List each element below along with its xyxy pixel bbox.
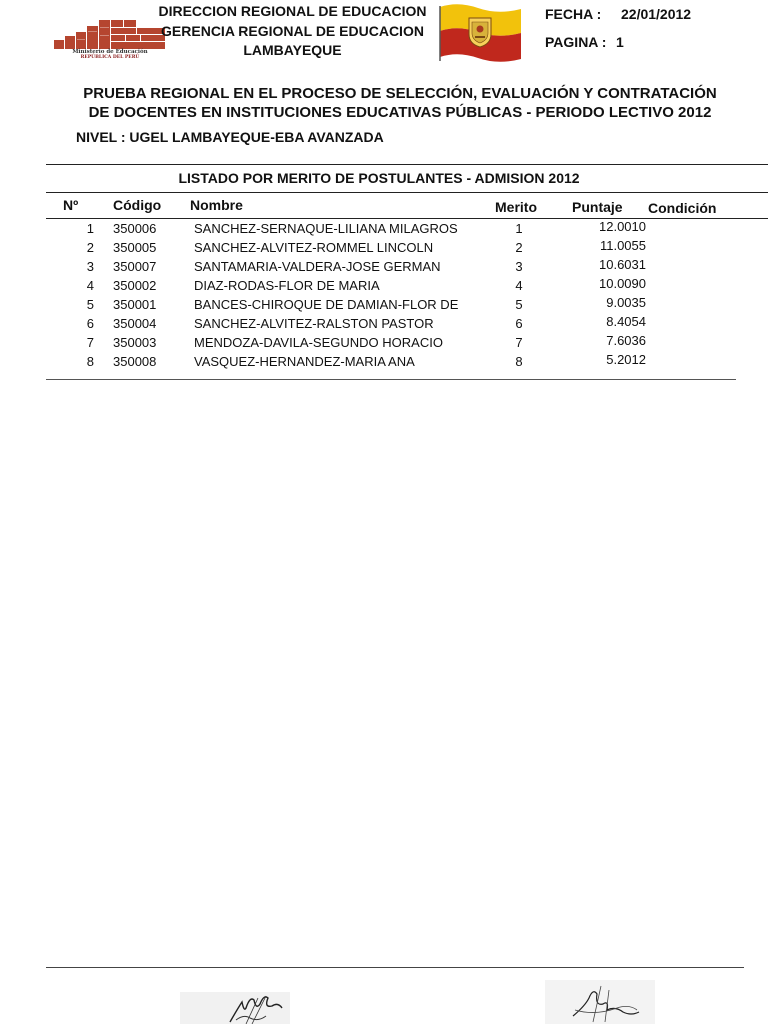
title-line-1: PRUEBA REGIONAL EN EL PROCESO DE SELECCIÓN, EVALUACIÓN Y CONTRATACIÓN [83, 85, 717, 102]
cell-puntaje: 12.0010 [599, 219, 646, 234]
title-line-2: DE DOCENTES EN INSTITUCIONES EDUCATIVAS PÚBLICAS - PERIODO LECTIVO 2012 [88, 104, 712, 121]
cell-puntaje: 11.0055 [599, 238, 646, 253]
cell-merito: 2 [515, 240, 523, 255]
cell-no: 7 [86, 335, 94, 350]
cell-puntaje: 10.0090 [599, 276, 646, 291]
cell-codigo: 350002 [113, 278, 157, 293]
cell-merito: 5 [515, 297, 523, 312]
logo-caption-line2: REPÚBLICA DEL PERÚ [80, 55, 140, 60]
table-row [0, 314, 768, 333]
cell-no: 8 [86, 354, 94, 369]
nivel-line: NIVEL : UGEL LAMBAYEQUE-EBA AVANZADA [76, 129, 384, 145]
cell-puntaje: 10.6031 [599, 257, 646, 272]
table-row [0, 257, 768, 276]
cell-no: 3 [86, 259, 94, 274]
cell-merito: 4 [515, 278, 523, 293]
pagina-label: PAGINA : [545, 34, 607, 50]
cell-codigo: 350004 [113, 316, 157, 331]
cell-codigo: 350007 [113, 259, 157, 274]
cell-merito: 1 [515, 221, 523, 236]
listado-heading: LISTADO POR MERITO DE POSTULANTES - ADMISION 2012 [178, 170, 580, 186]
cell-nombre: MENDOZA-DAVILA-SEGUNDO HORACIO [194, 335, 443, 350]
column-header-condicion: Condición [648, 200, 717, 216]
cell-no: 2 [86, 240, 94, 255]
cell-puntaje: 5.2012 [606, 352, 646, 367]
cell-no: 4 [86, 278, 94, 293]
logo-caption-line1: Ministerio de Educación [72, 49, 148, 55]
cell-nombre: SANTAMARIA-VALDERA-JOSE GERMAN [194, 259, 441, 274]
column-header-nombre: Nombre [190, 197, 243, 213]
column-header-puntaje: Puntaje [572, 199, 623, 215]
column-header-no: Nº [63, 197, 79, 213]
fecha-value: 22/01/2012 [621, 6, 692, 22]
cell-codigo: 350005 [113, 240, 157, 255]
cell-nombre: SANCHEZ-ALVITEZ-ROMMEL LINCOLN [194, 240, 434, 255]
cell-nombre: DIAZ-RODAS-FLOR DE MARIA [194, 278, 380, 293]
cell-codigo: 350001 [113, 297, 157, 312]
cell-merito: 3 [515, 259, 523, 274]
cell-merito: 7 [515, 335, 523, 350]
cell-no: 1 [86, 221, 94, 236]
cell-nombre: SANCHEZ-ALVITEZ-RALSTON PASTOR [194, 316, 434, 331]
table-row [0, 295, 768, 314]
handwritten-signature-left [180, 978, 290, 1024]
listado-rule [46, 192, 768, 193]
organization-name [150, 2, 435, 61]
table-top-rule [46, 164, 768, 165]
cell-merito: 6 [515, 316, 523, 331]
cell-puntaje: 8.4054 [606, 314, 646, 329]
lambayeque-flag-icon [438, 3, 523, 63]
cell-codigo: 350006 [113, 221, 157, 236]
footer-rule [46, 967, 744, 968]
handwritten-signature-right [545, 976, 655, 1024]
cell-no: 5 [86, 297, 94, 312]
cell-puntaje: 7.6036 [606, 333, 646, 348]
cell-nombre: SANCHEZ-SERNAQUE-LILIANA MILAGROS [194, 221, 458, 236]
column-header-merito: Merito [495, 199, 537, 215]
table-row [0, 238, 768, 257]
org-line-3: LAMBAYEQUE [243, 42, 342, 58]
cell-puntaje: 9.0035 [606, 295, 646, 310]
cell-no: 6 [86, 316, 94, 331]
table-row [0, 333, 768, 352]
cell-nombre: VASQUEZ-HERNANDEZ-MARIA ANA [194, 354, 415, 369]
fecha-label: FECHA : [545, 6, 602, 22]
org-line-1: DIRECCION REGIONAL DE EDUCACION [158, 3, 427, 19]
org-line-2: GERENCIA REGIONAL DE EDUCACION [161, 22, 424, 39]
table-row [0, 276, 768, 295]
cell-codigo: 350008 [113, 354, 157, 369]
cell-nombre: BANCES-CHIROQUE DE DAMIAN-FLOR DE [194, 297, 459, 312]
table-row [0, 352, 768, 371]
table-row [0, 219, 768, 238]
pagina-value: 1 [616, 34, 624, 50]
table-bottom-rule [46, 379, 736, 380]
column-header-codigo: Código [113, 197, 162, 213]
cell-codigo: 350003 [113, 335, 157, 350]
cell-merito: 8 [515, 354, 523, 369]
